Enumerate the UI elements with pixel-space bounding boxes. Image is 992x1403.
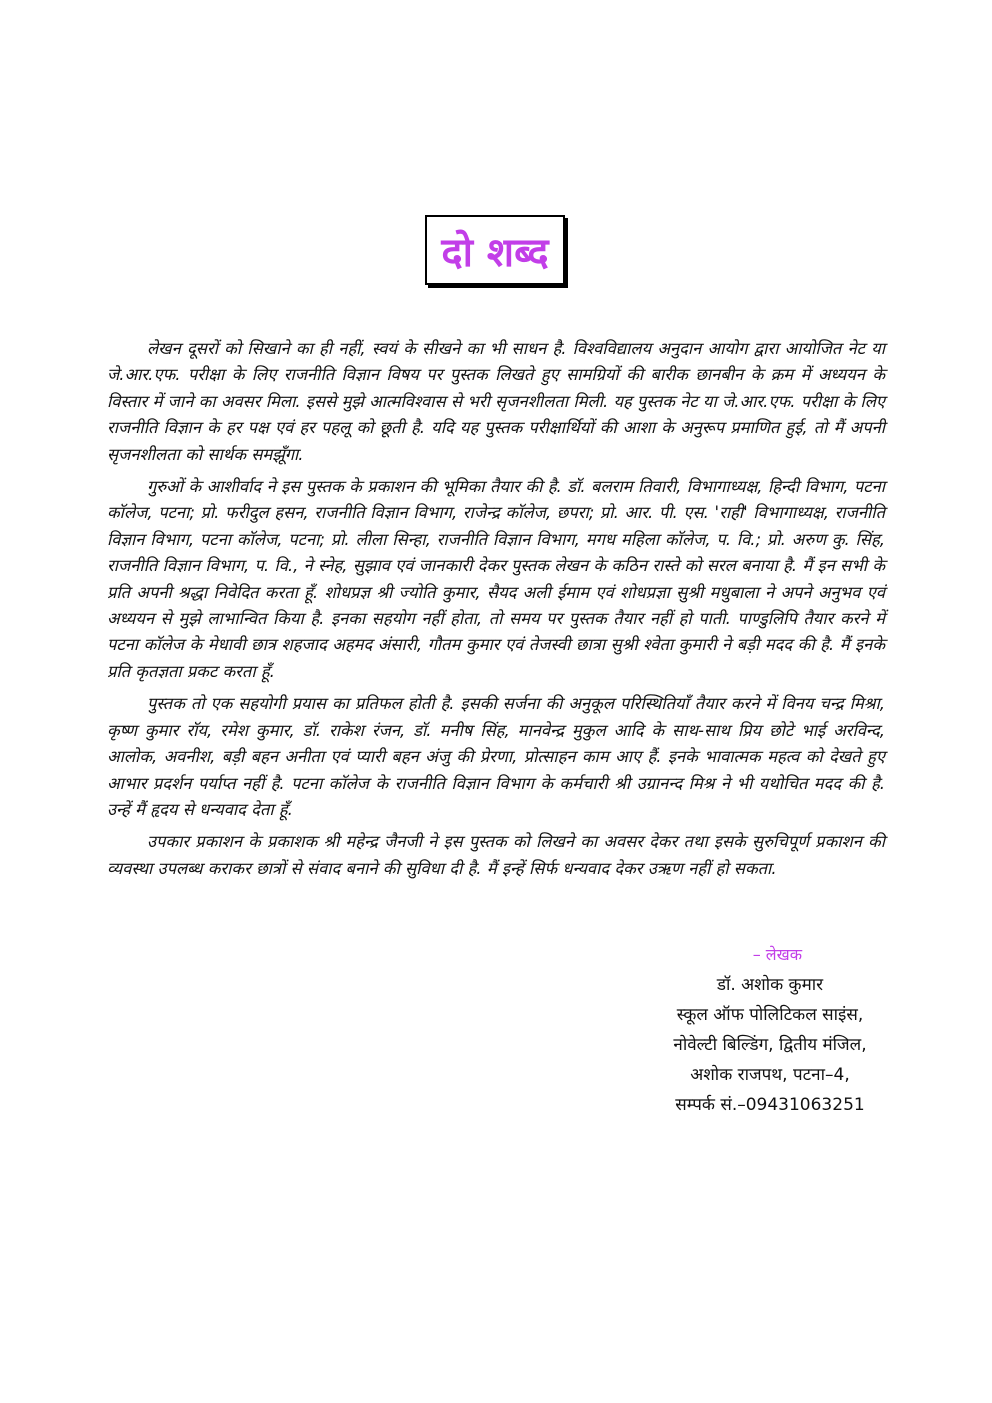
- preface-body: [107, 336, 885, 888]
- contact-number: सम्पर्क सं.–09431063251: [675, 1095, 865, 1115]
- paragraph: पुस्तक तो एक सहयोगी प्रयास का प्रतिफल होती है. इसकी सर्जना की अनुकूल परिस्थितियाँ तैयार करने में विनय चन्द्र मिश्रा, कृष्ण कुमार रॉय, रमेश कुमार, डॉ. राकेश रंजन, डॉ. मनीष सिंह, मानवेन्द्र मुकुल आदि के साथ-साथ प्रिय छोटे भाई अरविन्द, आलोक, अवनीश, बड़ी बहन अनीता एवं प्यारी बहन अंजु की प्रेरणा, प्रोत्साहन काम आए हैं. इनके भावात्मक महत्व को देखते हुए आभार प्रदर्शन पर्याप्त नहीं है. पटना कॉलेज के राजनीति विज्ञान विभाग के कर्मचारी श्री उग्रानन्द मिश्र ने भी यथोचित मदद की है. उन्हें मैं हृदय से धन्यवाद देता हूँ.: [107, 694, 885, 819]
- address-line: नोवेल्टी बिल्डिंग, द्वितीय मंजिल,: [673, 1035, 867, 1055]
- address-line: अशोक राजपथ, पटना–4,: [690, 1065, 850, 1085]
- address-line: स्कूल ऑफ पोलिटिकल साइंस,: [676, 1005, 864, 1025]
- page-title: दो शब्द: [441, 229, 549, 276]
- author-role: – लेखक: [752, 945, 802, 964]
- paragraph: उपकार प्रकाशन के प्रकाशक श्री महेन्द्र जैनजी ने इस पुस्तक को लिखने का अवसर देकर तथा इसके सुरुचिपूर्ण प्रकाशन की व्यवस्था उपलब्ध कराकर छात्रों से संवाद बनाने की सुविधा दी है. मैं इन्हें सिर्फ धन्यवाद देकर उऋण नहीं हो सकता.: [107, 832, 885, 878]
- author-name: डॉ. अशोक कुमार: [716, 975, 824, 995]
- signature-block: [640, 940, 900, 1120]
- title-box: [425, 215, 565, 285]
- paragraph: गुरुओं के आशीर्वाद ने इस पुस्तक के प्रकाशन की भूमिका तैयार की है. डॉ. बलराम तिवारी, विभागाध्यक्ष, हिन्दी विभाग, पटना कॉलेज, पटना; प्रो. फरीदुल हसन, राजनीति विज्ञान विभाग, राजेन्द्र कॉलेज, छपरा; प्रो. आर. पी. एस. 'राही' विभागाध्यक्ष, राजनीति विज्ञान विभाग, पटना कॉलेज, पटना; प्रो. लीला सिन्हा, राजनीति विज्ञान विभाग, मगध महिला कॉलेज, प. वि.; प्रो. अरुण कु. सिंह, राजनीति विज्ञान विभाग, प. वि., ने स्नेह, सुझाव एवं जानकारी देकर पुस्तक लेखन के कठिन रास्ते को सरल बनाया है. मैं इन सभी के प्रति अपनी श्रद्धा निवेदित करता हूँ. शोधप्रज्ञ श्री ज्योति कुमार, सैयद अली ईमाम एवं शोधप्रज्ञा सुश्री मधुबाला ने अपने अनुभव एवं अध्ययन से मुझे लाभान्वित किया है. इनका सहयोग नहीं होता, तो समय पर पुस्तक तैयार नहीं हो पाती. पाण्डुलिपि तैयार करने में पटना कॉलेज के मेधावी छात्र शहजाद अहमद अंसारी, गौतम कुमार एवं तेजस्वी छात्रा सुश्री श्वेता कुमारी ने बड़ी मदद की है. मैं इनके प्रति कृतज्ञता प्रकट करता हूँ.: [107, 477, 885, 681]
- paragraph: लेखन दूसरों को सिखाने का ही नहीं, स्वयं के सीखने का भी साधन है. विश्वविद्यालय अनुदान आयोग द्वारा आयोजित नेट या जे.आर.एफ. परीक्षा के लिए राजनीति विज्ञान विषय पर पुस्तक लिखते हुए सामग्रियों की बारीक छानबीन के क्रम में अध्ययन के विस्तार में जाने का अवसर मिला. इससे मुझे आत्मविश्वास से भरी सृजनशीलता मिली. यह पुस्तक नेट या जे.आर.एफ. परीक्षा के लिए राजनीति विज्ञान के हर पक्ष एवं हर पहलू को छूती है. यदि यह पुस्तक परीक्षार्थियों की आशा के अनुरूप प्रमाणित हुई, तो मैं अपनी सृजनशीलता को सार्थक समझूँगा.: [107, 339, 885, 464]
